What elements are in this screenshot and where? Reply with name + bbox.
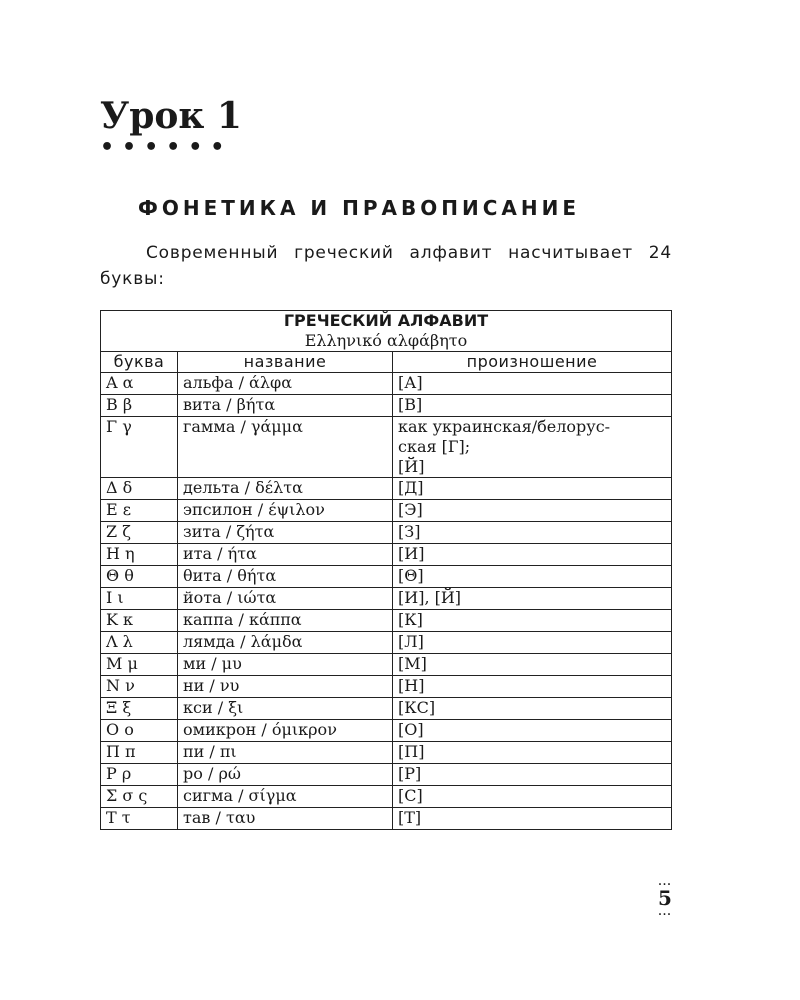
letter-cell: Δ δ bbox=[101, 478, 178, 500]
column-header-pronunciation: произношение bbox=[393, 352, 672, 373]
name-cell: гамма / γάμμα bbox=[178, 417, 393, 478]
letter-cell: Τ τ bbox=[101, 808, 178, 830]
letter-cell: Ξ ξ bbox=[101, 698, 178, 720]
letter-cell: Ο ο bbox=[101, 720, 178, 742]
name-cell: дельта / δέλτα bbox=[178, 478, 393, 500]
lesson-title: Урок 1 bbox=[100, 95, 242, 137]
pronunciation-cell: как украинская/белорус- ская [Г]; [Й] bbox=[393, 417, 672, 478]
table-row bbox=[101, 676, 672, 698]
pronunciation-cell: [Д] bbox=[393, 478, 672, 500]
pronunciation-cell: [Л] bbox=[393, 632, 672, 654]
table-row bbox=[101, 588, 672, 610]
letter-cell: Π π bbox=[101, 742, 178, 764]
table-row bbox=[101, 632, 672, 654]
pronunciation-cell: [И] bbox=[393, 544, 672, 566]
table-caption bbox=[101, 311, 672, 352]
letter-cell: Η η bbox=[101, 544, 178, 566]
pronunciation-cell: [К] bbox=[393, 610, 672, 632]
table-row bbox=[101, 395, 672, 417]
name-cell: ро / ρώ bbox=[178, 764, 393, 786]
pronunciation-cell: [Э] bbox=[393, 500, 672, 522]
table-row bbox=[101, 698, 672, 720]
name-cell: омикрон / όμικρον bbox=[178, 720, 393, 742]
intro-paragraph: Современный греческий алфавит насчитывает 24 буквы: bbox=[100, 243, 672, 289]
pronunciation-cell: [П] bbox=[393, 742, 672, 764]
pronunciation-cell: [С] bbox=[393, 786, 672, 808]
table-row bbox=[101, 720, 672, 742]
table-caption-row bbox=[101, 311, 672, 352]
title-dots-decoration: •••••• bbox=[100, 135, 233, 160]
table-row bbox=[101, 417, 672, 478]
table-row bbox=[101, 808, 672, 830]
table-row bbox=[101, 786, 672, 808]
pronunciation-cell: [Θ] bbox=[393, 566, 672, 588]
name-cell: йота / ιώτα bbox=[178, 588, 393, 610]
letter-cell: Λ λ bbox=[101, 632, 178, 654]
letter-cell: Ρ ρ bbox=[101, 764, 178, 786]
page-number-dots-top: ... bbox=[658, 877, 672, 888]
table-row bbox=[101, 500, 672, 522]
pronunciation-cell: [З] bbox=[393, 522, 672, 544]
letter-cell: Σ σ ς bbox=[101, 786, 178, 808]
pronunciation-cell: [О] bbox=[393, 720, 672, 742]
pronunciation-cell: [В] bbox=[393, 395, 672, 417]
letter-cell: Γ γ bbox=[101, 417, 178, 478]
letter-cell: Ζ ζ bbox=[101, 522, 178, 544]
greek-alphabet-table bbox=[100, 310, 672, 830]
name-cell: вита / βήτα bbox=[178, 395, 393, 417]
name-cell: сигма / σίγμα bbox=[178, 786, 393, 808]
letter-cell: Ι ι bbox=[101, 588, 178, 610]
letter-cell: Ε ε bbox=[101, 500, 178, 522]
table-body bbox=[101, 373, 672, 830]
name-cell: ни / νυ bbox=[178, 676, 393, 698]
name-cell: зита / ζήτα bbox=[178, 522, 393, 544]
page-number-value: 5 bbox=[658, 886, 672, 910]
name-cell: пи / πι bbox=[178, 742, 393, 764]
pronunciation-cell: [Р] bbox=[393, 764, 672, 786]
column-header-name: название bbox=[178, 352, 393, 373]
name-cell: лямда / λάμδα bbox=[178, 632, 393, 654]
page-number bbox=[655, 877, 675, 918]
pronunciation-cell: [А] bbox=[393, 373, 672, 395]
letter-cell: Κ κ bbox=[101, 610, 178, 632]
name-cell: ита / ήτα bbox=[178, 544, 393, 566]
column-header-letter: буква bbox=[101, 352, 178, 373]
letter-cell: Ν ν bbox=[101, 676, 178, 698]
table-header-row bbox=[101, 352, 672, 373]
table-row bbox=[101, 478, 672, 500]
table-row bbox=[101, 654, 672, 676]
letter-cell: Α α bbox=[101, 373, 178, 395]
table-row bbox=[101, 373, 672, 395]
name-cell: тав / ταυ bbox=[178, 808, 393, 830]
name-cell: каппа / κάππα bbox=[178, 610, 393, 632]
name-cell: кси / ξι bbox=[178, 698, 393, 720]
pronunciation-cell: [КС] bbox=[393, 698, 672, 720]
table-subtitle: Ελληνικό αλφάβητο bbox=[304, 331, 468, 350]
letter-cell: Θ θ bbox=[101, 566, 178, 588]
page-number-dots-bottom: ... bbox=[658, 907, 672, 918]
letter-cell: Β β bbox=[101, 395, 178, 417]
table-title: ГРЕЧЕСКИЙ АЛФАВИТ bbox=[283, 311, 489, 330]
table-row bbox=[101, 566, 672, 588]
table-row bbox=[101, 610, 672, 632]
section-heading: ФОНЕТИКА И ПРАВОПИСАНИЕ bbox=[138, 196, 580, 220]
table-row bbox=[101, 544, 672, 566]
name-cell: альфа / άλφα bbox=[178, 373, 393, 395]
name-cell: ми / μυ bbox=[178, 654, 393, 676]
table-row bbox=[101, 764, 672, 786]
table-row bbox=[101, 742, 672, 764]
pronunciation-cell: [И], [Й] bbox=[393, 588, 672, 610]
letter-cell: Μ μ bbox=[101, 654, 178, 676]
pronunciation-cell: [М] bbox=[393, 654, 672, 676]
pronunciation-cell: [Н] bbox=[393, 676, 672, 698]
name-cell: θита / θήτα bbox=[178, 566, 393, 588]
table-row bbox=[101, 522, 672, 544]
name-cell: эпсилон / έψιλον bbox=[178, 500, 393, 522]
pronunciation-cell: [Т] bbox=[393, 808, 672, 830]
